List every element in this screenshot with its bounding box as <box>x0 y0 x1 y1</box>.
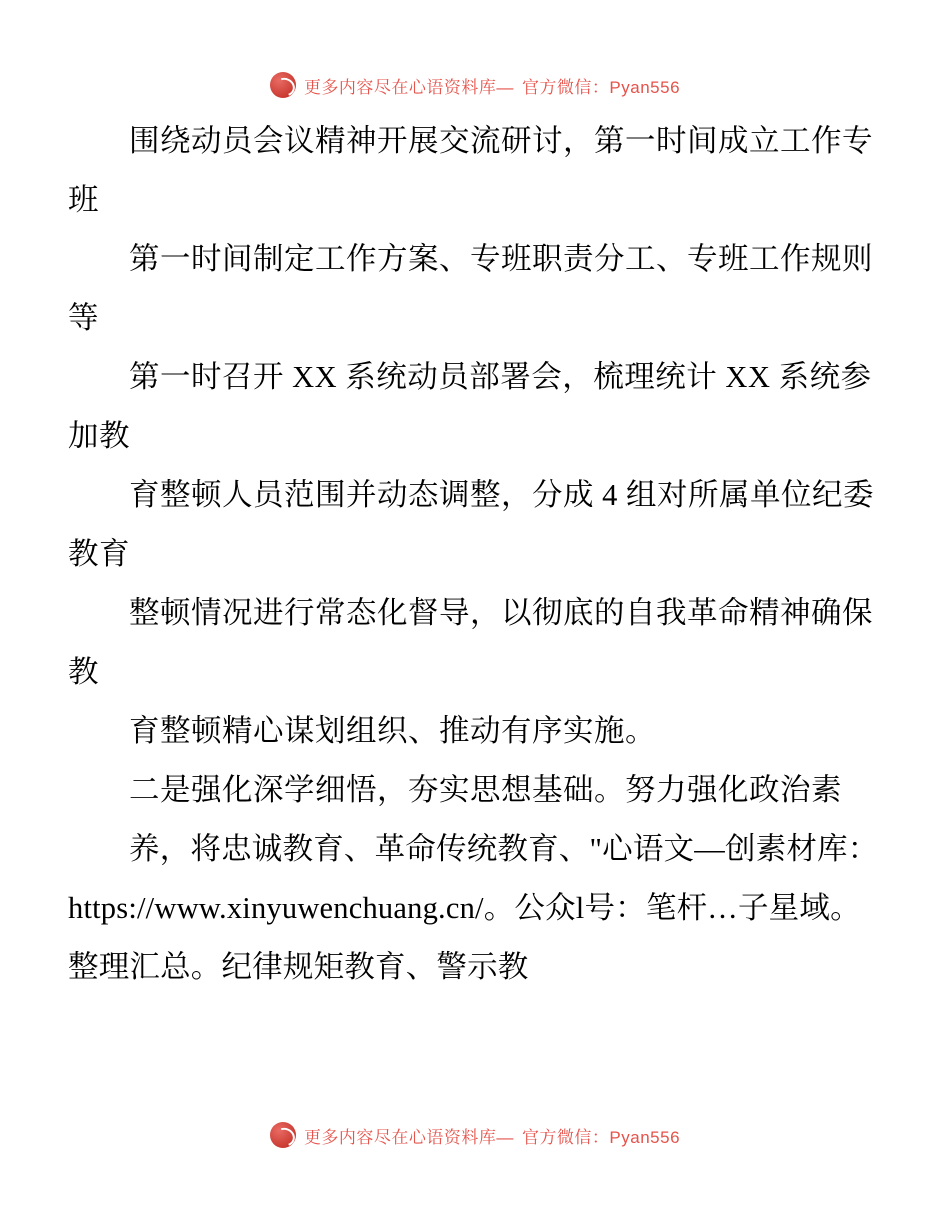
circle-swoosh-logo-icon <box>270 72 296 98</box>
paragraph-5: 整顿情况进行常态化督导，以彻底的自我革命精神确保教 <box>68 596 873 689</box>
watermark-top-sub-text: 官方微信：Pyan556 <box>521 77 681 97</box>
paragraph-4: 育整顿人员范围并动态调整，分成 4 组对所属单位纪委教育 <box>68 478 874 571</box>
paragraph-8: 养，将忠诚教育、革命传统教育、"心语文—创素材库：https://www.xinyuwenchuang.cn/。公众l号：笔杆…子星域。整理汇总。纪律规矩教育、警示教 <box>68 832 879 984</box>
circle-swoosh-logo-icon <box>270 1122 296 1148</box>
paragraph-2: 第一时间制定工作方案、专班职责分工、专班工作规则等 <box>68 242 873 335</box>
watermark-bottom-sub-text: 官方微信：Pyan556 <box>521 1127 681 1147</box>
watermark-top <box>0 72 950 98</box>
paragraph-7: 二是强化深学细悟，夯实思想基础。努力强化政治素 <box>129 773 842 807</box>
watermark-bottom-main-text: 更多内容尽在心语资料库— <box>303 1127 514 1147</box>
paragraph-6: 育整顿精心谋划组织、推动有序实施。 <box>129 714 656 748</box>
paragraph-1: 围绕动员会议精神开展交流研讨，第一时间成立工作专班 <box>68 124 873 217</box>
watermark-bottom <box>0 1122 950 1148</box>
paragraph-3: 第一时召开 XX 系统动员部署会，梳理统计 XX 系统参加教 <box>68 360 872 453</box>
watermark-top-main-text: 更多内容尽在心语资料库— <box>303 77 514 97</box>
document-body <box>68 112 884 997</box>
